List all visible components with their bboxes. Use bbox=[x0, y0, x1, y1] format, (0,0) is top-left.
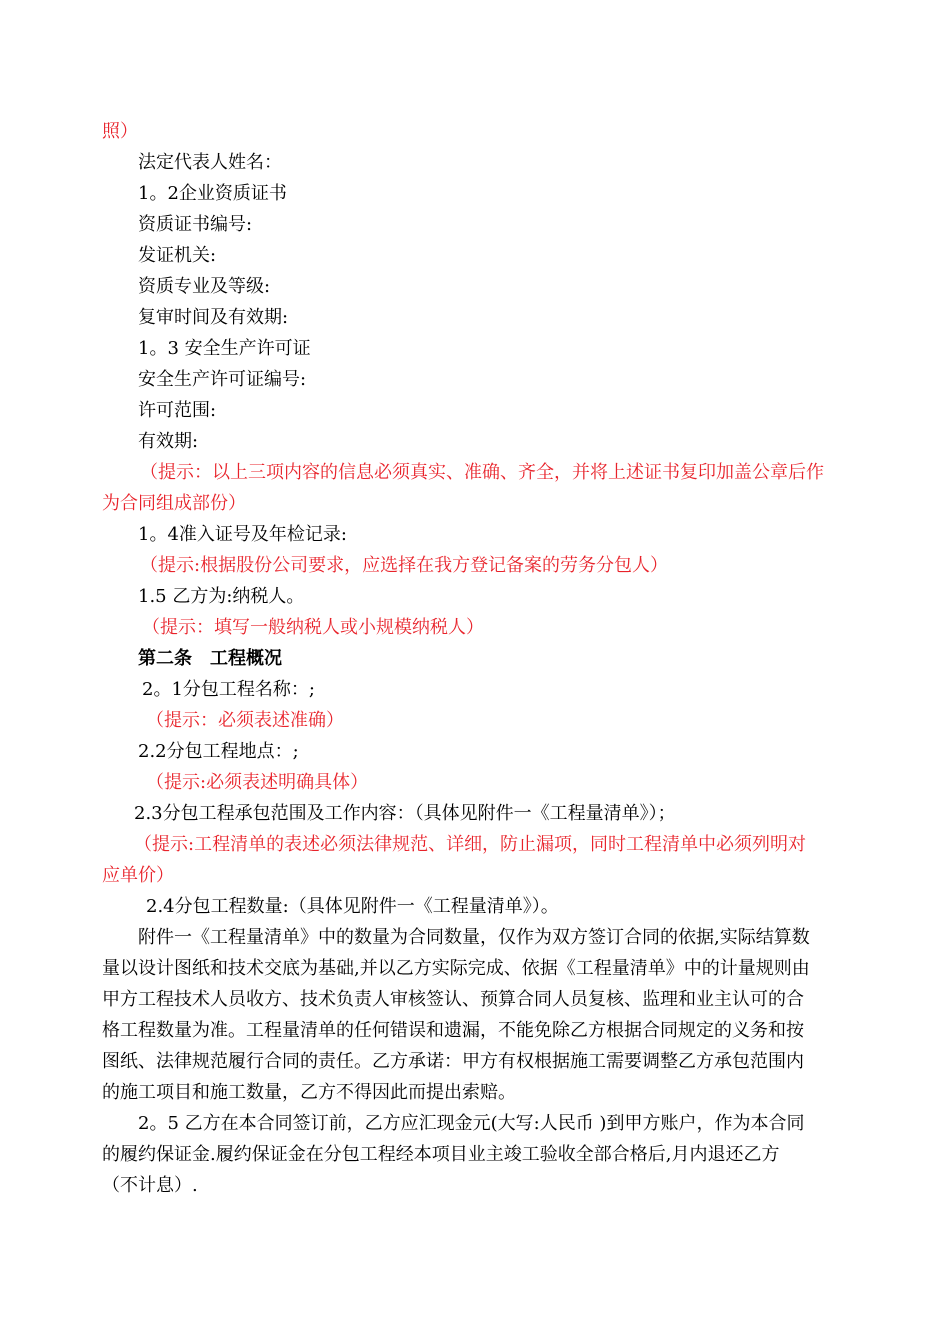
article-2-heading: 第二条 工程概况 bbox=[138, 648, 282, 669]
hint-line: （提示：填写一般纳税人或小规模纳税人） bbox=[142, 617, 484, 638]
paragraph-line: 图纸、法律规范履行合同的责任。乙方承诺：甲方有权根据施工需要调整乙方承包范围内 bbox=[102, 1051, 804, 1072]
section-1-2-heading: 1。2企业资质证书 bbox=[138, 183, 287, 204]
paragraph-line: 附件一《工程量清单》中的数量为合同数量，仅作为双方签订合同的依据,实际结算数 bbox=[138, 927, 810, 948]
paragraph-line: 的履约保证金.履约保证金在分包工程经本项目业主竣工验收全部合格后,月内退还乙方 bbox=[102, 1144, 780, 1165]
section-2-5-text: 2。5 乙方在本合同签订前，乙方应汇现金元(大写:人民币 )到甲方账户，作为本合同 bbox=[138, 1113, 805, 1134]
field-cert-number: 资质证书编号: bbox=[138, 214, 253, 235]
field-issuing-authority: 发证机关: bbox=[138, 245, 217, 266]
hint-line: （提示：以上三项内容的信息必须真实、准确、齐全，并将上述证书复印加盖公章后作 bbox=[140, 462, 824, 483]
section-1-3-heading: 1。3 安全生产许可证 bbox=[138, 338, 311, 359]
hint-line: 为合同组成部份） bbox=[102, 493, 246, 514]
hint-line: （提示：必须表述准确） bbox=[146, 710, 344, 731]
paragraph-line: （不计息）. bbox=[102, 1175, 198, 1196]
section-2-4-text: 2.4分包工程数量:（具体见附件一《工程量清单》）。 bbox=[146, 896, 559, 917]
hint-line: 照） bbox=[102, 121, 138, 142]
hint-line: （提示:工程清单的表述必须法律规范、详细，防止漏项，同时工程清单中必须列明对 bbox=[134, 834, 807, 855]
hint-line: （提示:必须表述明确具体） bbox=[146, 772, 369, 793]
paragraph-line: 甲方工程技术人员收方、技术负责人审核签认、预算合同人员复核、监理和业主认可的合 bbox=[102, 989, 804, 1010]
section-1-4-heading: 1。4准入证号及年检记录: bbox=[138, 524, 347, 545]
section-1-5-text: 1.5 乙方为:纳税人。 bbox=[138, 586, 305, 607]
hint-line: 应单价） bbox=[102, 865, 174, 886]
section-2-1-text: 2。1分包工程名称：; bbox=[142, 679, 315, 700]
section-2-3-text: 2.3分包工程承包范围及工作内容：（具体见附件一《工程量清单》）； bbox=[134, 803, 676, 824]
field-safety-license-number: 安全生产许可证编号: bbox=[138, 369, 307, 390]
paragraph-line: 量以设计图纸和技术交底为基础,并以乙方实际完成、依据《工程量清单》中的计量规则由 bbox=[102, 958, 810, 979]
paragraph-line: 的施工项目和施工数量，乙方不得因此而提出索赔。 bbox=[102, 1082, 516, 1103]
field-review-validity: 复审时间及有效期: bbox=[138, 307, 289, 328]
document-body bbox=[102, 116, 862, 1201]
field-legal-rep-name: 法定代表人姓名： bbox=[138, 152, 282, 173]
hint-line: （提示:根据股份公司要求，应选择在我方登记备案的劳务分包人） bbox=[140, 555, 669, 576]
paragraph-line: 格工程数量为准。工程量清单的任何错误和遗漏，不能免除乙方根据合同规定的义务和按 bbox=[102, 1020, 804, 1041]
section-2-2-text: 2.2分包工程地点：; bbox=[138, 741, 299, 762]
field-license-scope: 许可范围: bbox=[138, 400, 217, 421]
field-validity: 有效期: bbox=[138, 431, 199, 452]
field-qualification-grade: 资质专业及等级: bbox=[138, 276, 271, 297]
